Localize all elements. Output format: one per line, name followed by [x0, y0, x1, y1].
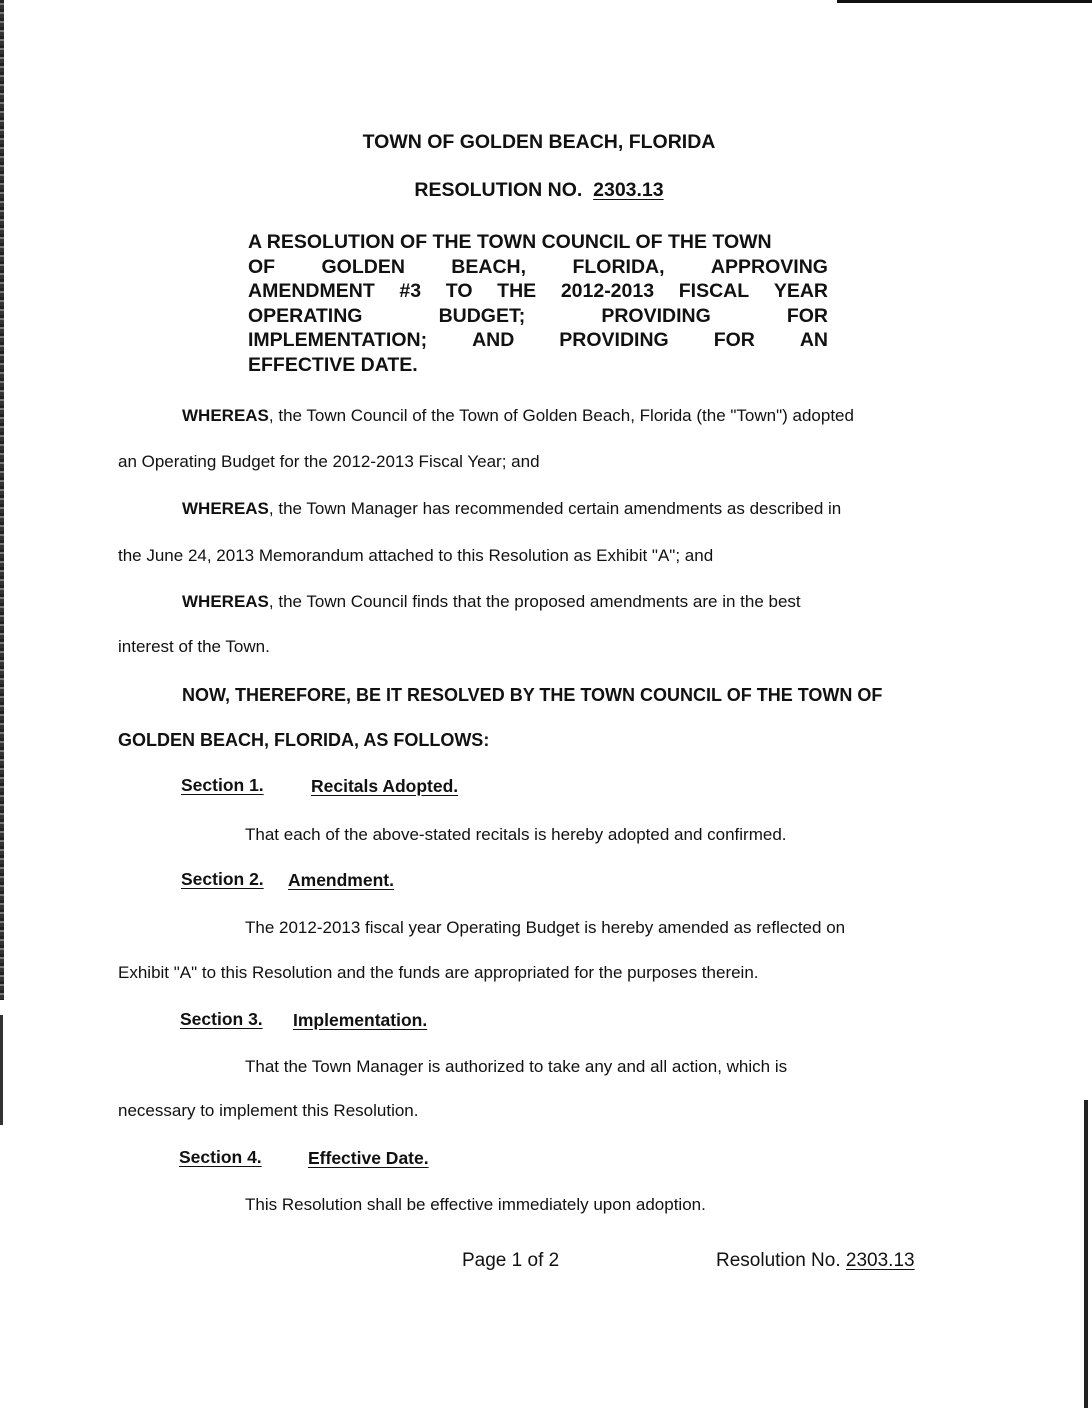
- whereas-keyword: WHEREAS: [182, 592, 269, 611]
- caption-word: FISCAL: [678, 280, 750, 303]
- caption-word: OF: [248, 255, 276, 278]
- resolution-heading: [0, 179, 1078, 202]
- footer-resolution: [716, 1250, 915, 1272]
- caption-line: [248, 255, 828, 280]
- resolved-line-1: NOW, THEREFORE, BE IT RESOLVED BY THE TOWN COUNCIL OF THE TOWN OF: [182, 685, 883, 705]
- section-2-text-continued: Exhibit "A" to this Resolution and the funds are appropriated for the purposes therein.: [118, 963, 759, 982]
- whereas-line-1: [118, 406, 955, 426]
- caption-word: 2012-2013: [560, 280, 655, 303]
- caption-word: YEAR: [773, 280, 828, 303]
- whereas-line-2: the June 24, 2013 Memorandum attached to this Resolution as Exhibit "A"; and: [118, 546, 714, 565]
- caption-line: [248, 304, 828, 329]
- whereas-line-2: an Operating Budget for the 2012-2013 Fiscal Year; and: [118, 452, 540, 471]
- caption-word: AMENDMENT: [248, 280, 375, 303]
- whereas-text: , the Town Manager has recommended certain amendments as described in: [268, 499, 842, 518]
- caption-word: FOR: [713, 329, 755, 352]
- whereas-clause-2-continued: [118, 546, 955, 566]
- caption-word: AND: [472, 329, 515, 352]
- resolution-label: RESOLUTION NO.: [414, 179, 583, 201]
- section-3-line-1: That the Town Manager is authorized to take any and all action, which is: [245, 1057, 788, 1076]
- caption-line: [248, 353, 828, 378]
- caption-word: FLORIDA,: [572, 255, 665, 278]
- caption-word: PROVIDING: [601, 304, 711, 327]
- section-4-title: Effective Date.: [308, 1148, 429, 1168]
- section-1-text: That each of the above-stated recitals is hereby adopted and confirmed.: [245, 825, 787, 844]
- whereas-keyword: WHEREAS: [182, 406, 269, 425]
- caption-word: AN: [799, 329, 828, 352]
- section-3-text: [118, 1057, 955, 1077]
- caption-line: [248, 328, 828, 353]
- caption-word: TO: [445, 280, 473, 303]
- resolution-number: 2303.13: [593, 179, 664, 201]
- footer-resolution-number: 2303.13: [845, 1250, 915, 1271]
- caption-word: GOLDEN: [321, 255, 405, 278]
- section-3-text-continued: necessary to implement this Resolution.: [118, 1101, 419, 1120]
- section-3-number: Section 3.: [180, 1009, 263, 1029]
- caption-line: [248, 230, 828, 255]
- section-2-text: [118, 918, 955, 938]
- caption-word: IMPLEMENTATION;: [248, 329, 428, 352]
- caption-line: [248, 279, 828, 304]
- whereas-line-1: [118, 592, 955, 612]
- section-4-text: This Resolution shall be effective immediately upon adoption.: [245, 1195, 706, 1214]
- whereas-keyword: WHEREAS: [182, 499, 269, 518]
- whereas-clause-3: [118, 592, 955, 612]
- caption-word: A RESOLUTION OF THE TOWN COUNCIL OF THE TOWN: [248, 231, 772, 253]
- caption-word: EFFECTIVE DATE.: [248, 353, 418, 376]
- caption-word: APPROVING: [710, 255, 828, 278]
- section-2-title: Amendment.: [288, 870, 394, 890]
- caption-word: BUDGET;: [438, 304, 526, 327]
- whereas-line-1: [118, 499, 955, 519]
- whereas-text: , the Town Council finds that the proposed amendments are in the best: [268, 592, 801, 611]
- resolution-caption: [248, 230, 828, 378]
- document-title: TOWN OF GOLDEN BEACH, FLORIDA: [362, 131, 716, 153]
- section-4-number: Section 4.: [179, 1147, 262, 1167]
- whereas-clause-1-continued: [118, 452, 955, 472]
- whereas-clause-3-continued: [118, 637, 955, 657]
- whereas-clause-1: [118, 406, 955, 426]
- section-2-line-1: The 2012-2013 fiscal year Operating Budget is hereby amended as reflected on: [245, 918, 846, 937]
- footer-resolution-label: Resolution No.: [716, 1250, 841, 1271]
- resolved-clause-continued: [118, 730, 955, 751]
- scan-edge-top: [837, 0, 1092, 3]
- page-number: Page 1 of 2: [462, 1250, 560, 1271]
- caption-word: BEACH,: [451, 255, 527, 278]
- section-2-number: Section 2.: [181, 869, 264, 889]
- resolved-line-2: GOLDEN BEACH, FLORIDA, AS FOLLOWS:: [118, 730, 490, 750]
- section-3-title: Implementation.: [293, 1010, 428, 1030]
- resolved-clause: [118, 685, 955, 706]
- caption-word: OPERATING: [248, 304, 363, 327]
- caption-word: FOR: [786, 304, 828, 327]
- section-1-number: Section 1.: [181, 775, 264, 795]
- whereas-line-2: interest of the Town.: [118, 637, 270, 656]
- scan-edge-right: [1084, 1100, 1088, 1408]
- section-1-title: Recitals Adopted.: [311, 776, 459, 796]
- caption-word: PROVIDING: [559, 329, 669, 352]
- whereas-clause-2: [118, 499, 955, 519]
- scan-edge-left-lower: [0, 1015, 3, 1125]
- whereas-text: , the Town Council of the Town of Golden Beach, Florida (the "Town") adopted: [268, 406, 854, 425]
- caption-word: #3: [399, 280, 422, 303]
- caption-word: THE: [497, 280, 537, 303]
